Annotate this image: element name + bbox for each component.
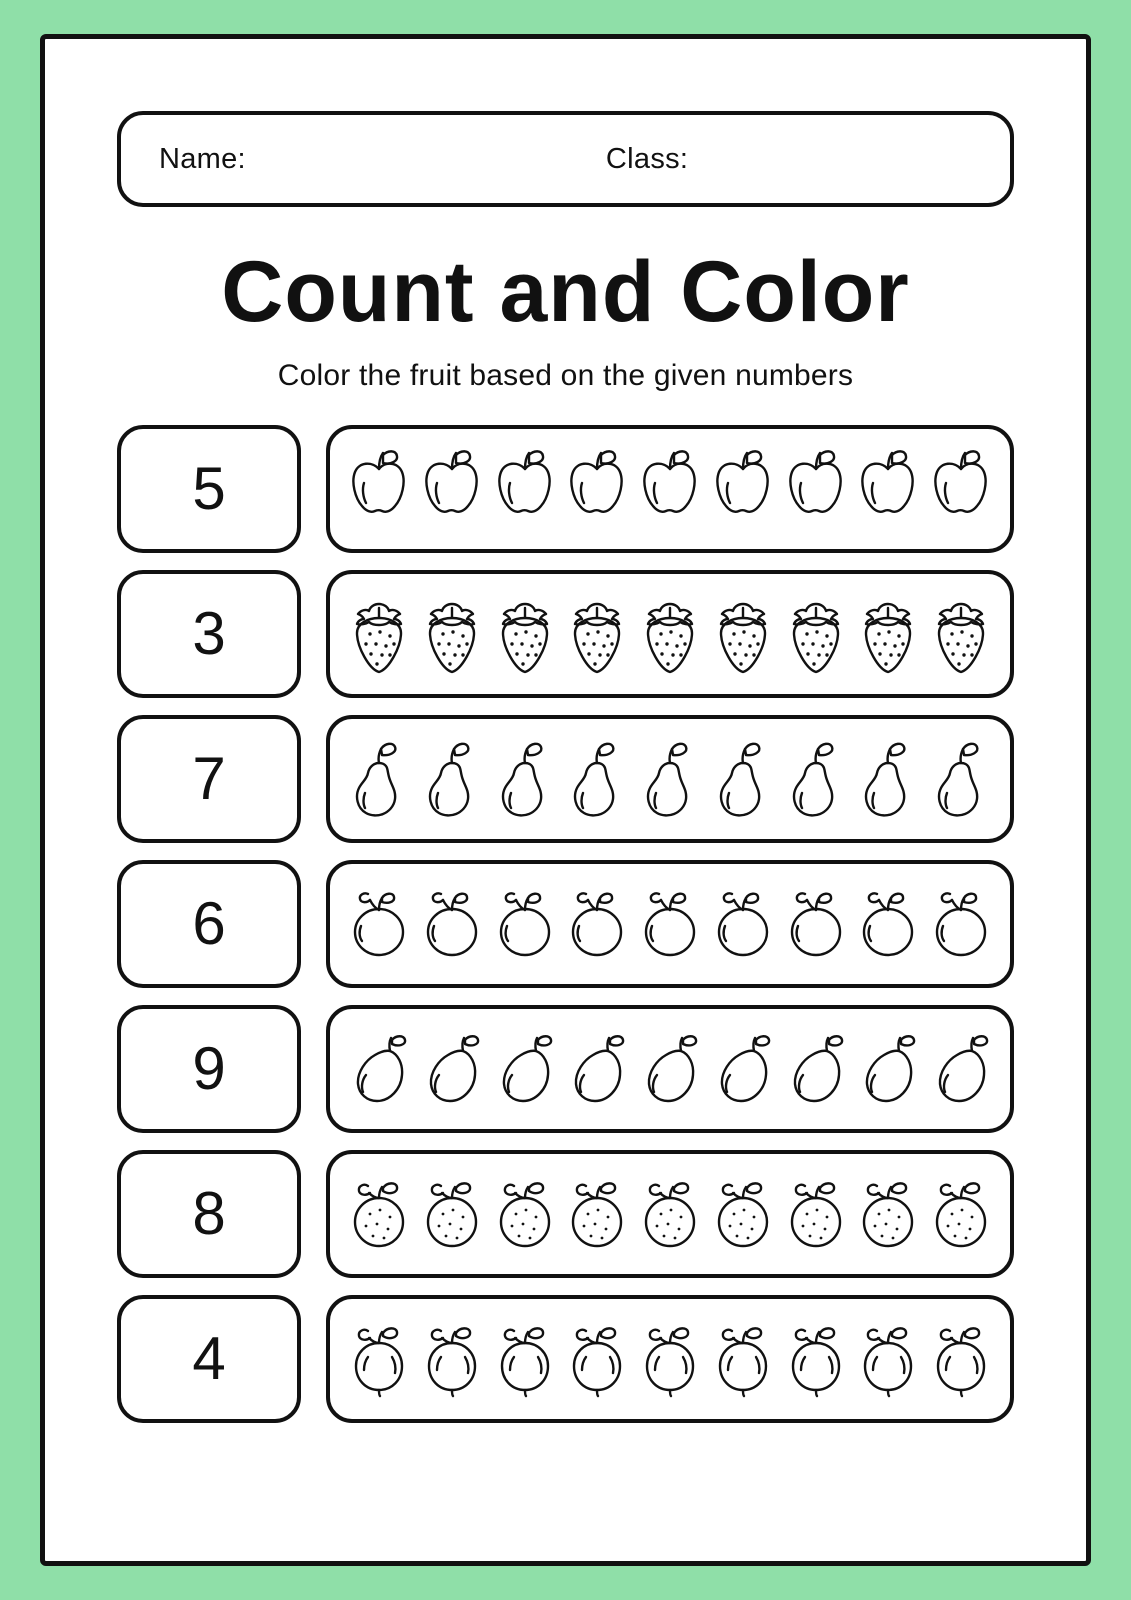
- class-label: Class:: [605, 142, 689, 175]
- page-title: Count and Color: [221, 244, 910, 340]
- apple-icon[interactable]: [855, 447, 921, 531]
- pear-icon[interactable]: [419, 737, 485, 821]
- fruit-strip: [326, 1005, 1014, 1133]
- plum-icon[interactable]: [637, 882, 703, 966]
- orange-icon[interactable]: [928, 1172, 994, 1256]
- fruit-strip: [326, 715, 1014, 843]
- plum-icon[interactable]: [710, 882, 776, 966]
- strawberry-icon[interactable]: [928, 592, 994, 676]
- pear-icon[interactable]: [928, 737, 994, 821]
- exercise-row: [117, 860, 1014, 988]
- exercise-row: [117, 425, 1014, 553]
- orange-icon[interactable]: [564, 1172, 630, 1256]
- apple-icon[interactable]: [710, 447, 776, 531]
- number-box: [117, 1005, 301, 1133]
- lemon-icon[interactable]: [492, 1317, 558, 1401]
- orange-icon[interactable]: [710, 1172, 776, 1256]
- apple-icon[interactable]: [928, 447, 994, 531]
- plum-icon[interactable]: [855, 882, 921, 966]
- pear-icon[interactable]: [783, 737, 849, 821]
- exercise-row: [117, 570, 1014, 698]
- page-subtitle: Color the fruit based on the given numbers: [277, 359, 854, 393]
- orange-icon[interactable]: [855, 1172, 921, 1256]
- orange-icon[interactable]: [419, 1172, 485, 1256]
- lemon-icon[interactable]: [928, 1317, 994, 1401]
- worksheet-page: [40, 34, 1091, 1566]
- exercise-rows: [117, 425, 1014, 1423]
- mango-icon[interactable]: [492, 1027, 558, 1111]
- number-value: 9: [192, 1035, 226, 1103]
- pear-icon[interactable]: [710, 737, 776, 821]
- lemon-icon[interactable]: [710, 1317, 776, 1401]
- strawberry-icon[interactable]: [346, 592, 412, 676]
- number-box: [117, 425, 301, 553]
- orange-icon[interactable]: [492, 1172, 558, 1256]
- apple-icon[interactable]: [783, 447, 849, 531]
- lemon-icon[interactable]: [637, 1317, 703, 1401]
- apple-icon[interactable]: [564, 447, 630, 531]
- number-box: [117, 860, 301, 988]
- strawberry-icon[interactable]: [564, 592, 630, 676]
- fruit-strip: [326, 1295, 1014, 1423]
- strawberry-icon[interactable]: [710, 592, 776, 676]
- apple-icon[interactable]: [419, 447, 485, 531]
- mango-icon[interactable]: [855, 1027, 921, 1111]
- mango-icon[interactable]: [564, 1027, 630, 1111]
- number-value: 3: [192, 600, 226, 668]
- lemon-icon[interactable]: [419, 1317, 485, 1401]
- student-info-bar: [117, 111, 1014, 207]
- pear-icon[interactable]: [564, 737, 630, 821]
- pear-icon[interactable]: [492, 737, 558, 821]
- number-box: [117, 570, 301, 698]
- number-value: 4: [192, 1325, 226, 1393]
- apple-icon[interactable]: [492, 447, 558, 531]
- strawberry-icon[interactable]: [637, 592, 703, 676]
- fruit-strip: [326, 570, 1014, 698]
- name-label: Name:: [159, 142, 246, 175]
- lemon-icon[interactable]: [346, 1317, 412, 1401]
- number-value: 6: [192, 890, 226, 958]
- pear-icon[interactable]: [637, 737, 703, 821]
- fruit-strip: [326, 425, 1014, 553]
- strawberry-icon[interactable]: [419, 592, 485, 676]
- orange-icon[interactable]: [637, 1172, 703, 1256]
- number-value: 5: [192, 455, 226, 523]
- pear-icon[interactable]: [346, 737, 412, 821]
- number-box: [117, 715, 301, 843]
- mango-icon[interactable]: [346, 1027, 412, 1111]
- lemon-icon[interactable]: [783, 1317, 849, 1401]
- plum-icon[interactable]: [346, 882, 412, 966]
- lemon-icon[interactable]: [564, 1317, 630, 1401]
- number-value: 8: [192, 1180, 226, 1248]
- plum-icon[interactable]: [783, 882, 849, 966]
- plum-icon[interactable]: [492, 882, 558, 966]
- exercise-row: [117, 715, 1014, 843]
- strawberry-icon[interactable]: [855, 592, 921, 676]
- orange-icon[interactable]: [783, 1172, 849, 1256]
- exercise-row: [117, 1150, 1014, 1278]
- lemon-icon[interactable]: [855, 1317, 921, 1401]
- strawberry-icon[interactable]: [783, 592, 849, 676]
- number-box: [117, 1295, 301, 1423]
- exercise-row: [117, 1005, 1014, 1133]
- fruit-strip: [326, 860, 1014, 988]
- apple-icon[interactable]: [637, 447, 703, 531]
- plum-icon[interactable]: [928, 882, 994, 966]
- plum-icon[interactable]: [419, 882, 485, 966]
- mango-icon[interactable]: [637, 1027, 703, 1111]
- pear-icon[interactable]: [855, 737, 921, 821]
- mango-icon[interactable]: [783, 1027, 849, 1111]
- plum-icon[interactable]: [564, 882, 630, 966]
- mango-icon[interactable]: [710, 1027, 776, 1111]
- exercise-row: [117, 1295, 1014, 1423]
- number-box: [117, 1150, 301, 1278]
- mango-icon[interactable]: [419, 1027, 485, 1111]
- number-value: 7: [192, 745, 226, 813]
- orange-icon[interactable]: [346, 1172, 412, 1256]
- strawberry-icon[interactable]: [492, 592, 558, 676]
- apple-icon[interactable]: [346, 447, 412, 531]
- fruit-strip: [326, 1150, 1014, 1278]
- worksheet-content: [117, 111, 1014, 1501]
- mango-icon[interactable]: [928, 1027, 994, 1111]
